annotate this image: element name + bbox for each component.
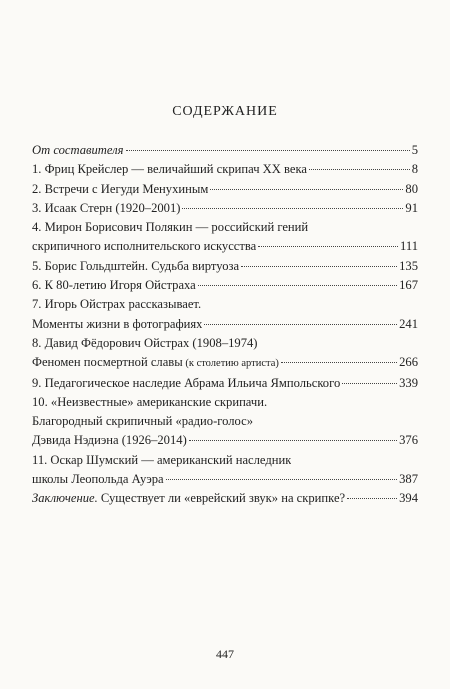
toc-entry [32, 180, 418, 199]
toc-entry [32, 393, 418, 451]
toc-entry-text: школы Леопольда Ауэра [32, 472, 164, 487]
toc-entry-line [32, 374, 418, 393]
toc-entry-line [32, 218, 418, 237]
toc-entry-text: Благородный скрипичный «радио-голос» [32, 414, 254, 429]
toc-entry-text: Феномен посмертной славы (к столетию артиста) [32, 355, 279, 370]
toc-entry-line [32, 470, 418, 489]
toc-title: СОДЕРЖАНИЕ [172, 104, 278, 119]
toc-entry-line [32, 451, 418, 470]
toc-entry [32, 141, 418, 160]
page-number: 447 [216, 647, 234, 661]
toc-entry [32, 218, 418, 257]
dot-leader [198, 285, 397, 286]
toc-entry [32, 334, 418, 374]
toc-page-number: 376 [399, 433, 418, 448]
toc-entry-text: Заключение. Существует ли «еврейский звук» на скрипке? [32, 491, 346, 506]
toc-entry-text: 5. Борис Гольдштейн. Судьба виртуоза [32, 258, 240, 273]
toc-page-number: 339 [399, 375, 418, 390]
dot-leader [126, 150, 410, 151]
toc-page-number: 167 [399, 278, 418, 293]
toc-entry-text: 6. К 80-летию Игоря Ойстраха [32, 278, 196, 293]
toc-entry-line [32, 141, 418, 160]
toc-entry [32, 199, 418, 218]
dot-leader [189, 440, 397, 441]
dot-leader [204, 324, 397, 325]
dot-leader [281, 362, 397, 363]
toc-entry [32, 489, 418, 508]
toc-entry-line [32, 334, 418, 353]
toc-entry-line [32, 160, 418, 179]
toc-entry-text: 7. Игорь Ойстрах рассказывает. [32, 297, 202, 312]
toc-entry-line [32, 199, 418, 218]
toc-entry-text: От составителя [32, 143, 124, 157]
toc-entry [32, 295, 418, 334]
toc-entry [32, 451, 418, 490]
toc-entry-text: 3. Исаак Стерн (1920–2001) [32, 200, 181, 215]
toc-entry-text: Моменты жизни в фотографиях [32, 316, 203, 331]
toc-entry-text: 8. Давид Фёдорович Ойстрах (1908–1974) [32, 335, 258, 350]
toc-entry-text: 10. «Неизвестные» американские скрипачи. [32, 394, 268, 409]
toc-entry [32, 160, 418, 179]
toc-entry-text: 11. Оскар Шумский — американский наследник [32, 452, 292, 467]
toc-entry-text: 2. Встречи с Иегуди Менухиным [32, 181, 209, 196]
dot-leader [342, 383, 397, 384]
dot-leader [210, 189, 403, 190]
toc-entry-text: 4. Мирон Борисович Полякин — российский гений [32, 220, 309, 235]
toc-entry-line [32, 489, 418, 508]
toc-entry-text: Дэвида Нэдиэна (1926–2014) [32, 433, 187, 448]
toc-entry-text: 9. Педагогическое наследие Абрама Ильича Ямпольского [32, 375, 341, 390]
toc-entry-line [32, 393, 418, 412]
toc-entry-line [32, 412, 418, 431]
toc-entry-line [32, 180, 418, 199]
dot-leader [166, 479, 397, 480]
dot-leader [258, 246, 398, 247]
toc-page-number: 387 [399, 472, 418, 487]
toc-page-number: 266 [399, 355, 418, 370]
toc-page-number: 8 [411, 162, 418, 177]
toc-page-number: 135 [399, 258, 418, 273]
dot-leader [241, 266, 397, 267]
dot-leader [347, 498, 397, 499]
toc-entry-line [32, 315, 418, 334]
toc-page-number: 5 [411, 143, 418, 157]
toc-entry-text: 1. Фриц Крейслер — величайший скрипач XX века [32, 162, 307, 177]
toc-entry [32, 276, 418, 295]
toc-entry-line [32, 276, 418, 295]
toc-entry [32, 257, 418, 276]
toc-page-number: 111 [400, 239, 418, 254]
table-of-contents [32, 141, 418, 509]
toc-page-number: 241 [399, 316, 418, 331]
toc-entry-note: (к столетию артиста) [182, 358, 279, 370]
toc-entry-line [32, 353, 418, 373]
toc-entry [32, 374, 418, 393]
toc-page-number: 91 [405, 200, 418, 215]
toc-entry-text: скрипичного исполнительского искусства [32, 239, 257, 254]
toc-page-number: 394 [399, 491, 418, 506]
toc-page-number: 80 [405, 181, 418, 196]
toc-entry-line [32, 431, 418, 450]
dot-leader [309, 169, 410, 170]
toc-entry-line [32, 237, 418, 256]
toc-entry-line [32, 257, 418, 276]
toc-entry-line [32, 295, 418, 314]
dot-leader [182, 208, 403, 209]
